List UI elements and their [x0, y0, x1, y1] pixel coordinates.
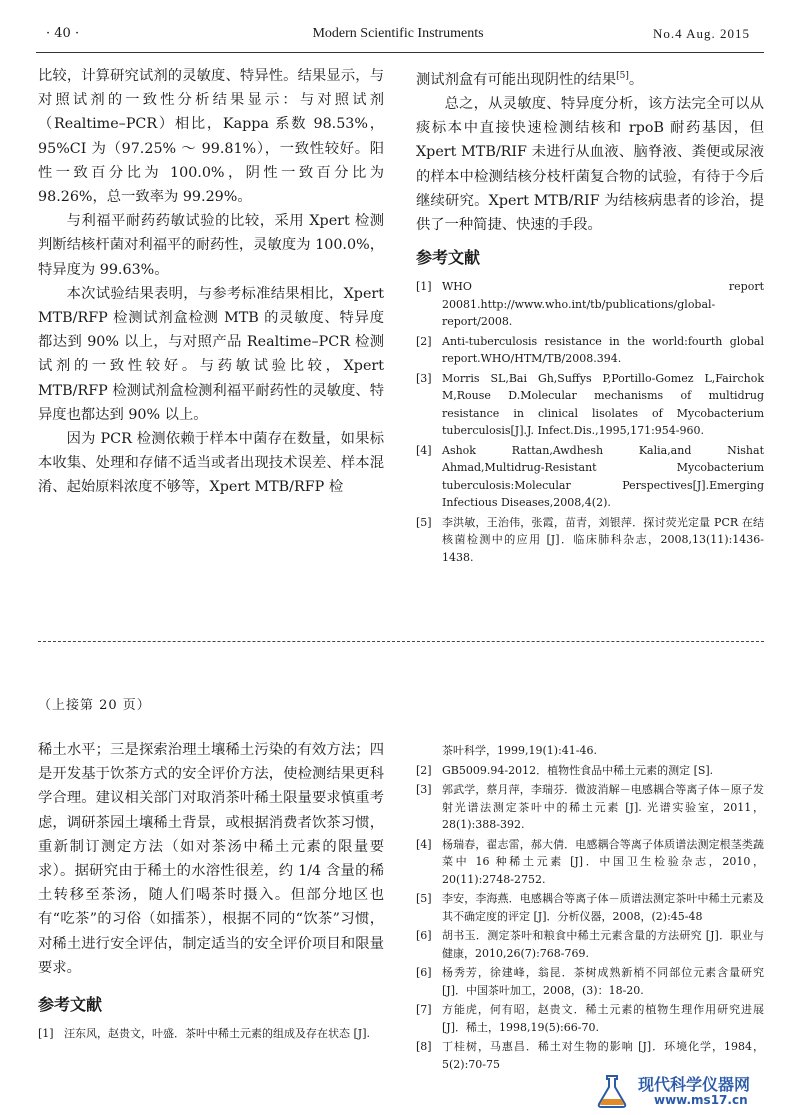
citation-mark: [5]	[616, 71, 629, 81]
section-divider	[38, 641, 764, 642]
reference-text: 杨秀芳，徐建峰，翁昆．茶树成熟新梢不同部位元素含量研究 [J]．中国茶叶加工，2008，(3)：18-20.	[442, 966, 764, 997]
reference-text: 李洪敏，王治伟，张霞，苗青，刘银萍．探讨荧光定量 PCR 在结核菌检测中的应用 [J]．临床肺科杂志，2008,13(11):1436-1438.	[442, 515, 764, 564]
body-paragraph: 本次试验结果表明，与参考标准结果相比，Xpert MTB/RFP 检测试剂盒检测 MTB 的灵敏度、特异度都达到 90% 以上，与对照产品 Realtime–PCR 检测试剂的一致性较好。与药敏试验比较，Xpert MTB/RFP 检测试剂盒检测利福平耐药性的灵敏度、特异度也都达到 90% 以上。	[38, 285, 384, 423]
reference-item	[416, 781, 764, 834]
reference-item	[416, 1038, 764, 1073]
continued-note: （上接第 20 页）	[38, 698, 151, 713]
reference-text: WHO report 20081.http://www.who.int/tb/publications/global-report/2008.	[442, 280, 764, 329]
reference-number: [2]	[416, 763, 432, 777]
paragraph-text: 测试剂盒有可能出现阴性的结果	[416, 71, 617, 88]
page-number: · 40 ·	[46, 26, 80, 41]
reference-item	[416, 370, 764, 440]
journal-title: Modern Scientific Instruments	[312, 26, 484, 41]
reference-item	[416, 762, 764, 780]
reference-list	[416, 742, 764, 1073]
reference-text: 方能虎，何有昭，赵贵文．稀土元素的植物生理作用研究进展 [J]．稀土，1998,19(5):66-70.	[442, 1003, 764, 1034]
reference-number: [1]	[416, 280, 432, 294]
references-heading: 参考文献	[38, 995, 103, 1015]
reference-text: Anti-tuberculosis resistance in the world:fourth global report.WHO/HTM/TB/2008.394.	[442, 334, 764, 366]
body-paragraph: 与利福平耐药药敏试验的比较，采用 Xpert 检测判断结核杆菌对利福平的耐药性，灵敏度为 100.0%，特异度为 99.63%。	[38, 213, 384, 278]
header-rule	[36, 52, 764, 53]
issue-info: No.4 Aug. 2015	[652, 26, 750, 41]
reference-text: 郭武学，蔡月萍，李瑞芬．微波消解－电感耦合等离子体－原子发射光谱法测定茶叶中的稀土元素 [J]. 光谱实验室，2011，28(1):388-392.	[442, 783, 764, 831]
references-heading: 参考文献	[416, 248, 481, 268]
reference-item	[416, 890, 764, 925]
watermark-url: www.ms17.cn	[654, 1093, 748, 1107]
watermark-logo	[594, 1071, 794, 1111]
reference-item	[416, 442, 764, 512]
reference-item	[416, 742, 764, 760]
reference-text: Ashok Rattan,Awdhesh Kalia,and Nishat Ahmad,Multidrug-Resistant Mycobacterium tuberculosis:Molecular Perspectives[J].Emerging Infectious Diseases,2008,4(2).	[442, 443, 764, 510]
reference-item	[416, 964, 764, 999]
reference-text: GB5009.94-2012．植物性食品中稀土元素的测定 [S].	[442, 763, 714, 777]
upper-right-column	[416, 64, 764, 568]
reference-list	[416, 278, 764, 566]
reference-number: [6]	[416, 929, 432, 942]
reference-list	[38, 1025, 384, 1043]
body-paragraph: 因为 PCR 检测依赖于样本中菌存在数量，如果标本收集、处理和存储不适当或者出现技术误差、样本混淆、起始原料浓度不够等，Xpert MTB/RFP 检	[38, 431, 384, 496]
reference-number: [2]	[416, 334, 432, 348]
reference-text: 杨瑞春，翟志雷，郝大倩．电感耦合等离子体质谱法测定根茎类蔬菜中 16 种稀土元素 [J]．中国卫生检验杂志，2010，20(11):2748-2752.	[442, 837, 764, 886]
reference-text: Morris SL,Bai Gh,Suffys P,Portillo-Gomez L,Fairchok M,Rouse D.Molecular mechanisms of multidrug resistance in clinical lisolates of Mycobacterium tuberculosis[J].J. Infect.Dis.,1995,171:954-960.	[442, 371, 764, 438]
reference-item	[416, 1001, 764, 1036]
reference-number: [4]	[416, 443, 432, 457]
reference-number: [8]	[416, 1040, 432, 1053]
reference-item	[416, 514, 764, 567]
upper-left-column	[38, 64, 384, 500]
reference-item	[416, 333, 764, 368]
body-paragraph: 稀土水平；三是探索治理土壤稀土污染的有效方法；四是开发基于饮茶方式的安全评价方法，使检测结果更科学合理。建议相关部门对取消茶叶稀土限量要求慎重考虑，调研茶园土壤稀土背景，或根据消费者饮茶习惯，重新制订测定方法（如对茶汤中稀土元素的限量要求）。据研究由于稀土的水溶性很差，约 1/4 含量的稀土转移至茶汤，随人们喝茶时摄入。但部分地区也有“吃茶”的习俗（如擂茶），根据不同的“饮茶”习惯，对稀土进行安全评估，制定适当的安全评价项目和限量要求。	[38, 742, 384, 976]
reference-text: 丁桂树，马惠昌．稀土对生物的影响 [J]．环境化学，1984，5(2):70-75	[442, 1040, 764, 1071]
reference-text: 胡书玉．测定茶叶和粮食中稀土元素含量的方法研究 [J]．职业与健康，2010,26(7):768-769.	[442, 929, 764, 960]
reference-item	[416, 836, 764, 889]
body-paragraph: 比较，计算研究试剂的灵敏度、特异性。结果显示，与对照试剂的一致性分析结果显示：与对照试剂（Realtime–PCR）相比，Kappa 系数 98.53%，95%CI 为（97.25% ～ 99.81%），一致性较好。阳性一致百分比为 100.0%，阴性一致百分比为 98.26%，总一致率为 99.29%。	[38, 68, 384, 206]
lower-right-column	[416, 742, 764, 1075]
reference-text: 茶叶科学，1999,19(1):41-46.	[442, 744, 597, 757]
reference-number: [7]	[416, 1003, 432, 1016]
reference-number: [4]	[416, 837, 432, 851]
body-paragraph: 总之，从灵敏度、特异度分析，该方法完全可以从痰标本中直接快速检测结核和 rpoB 耐药基因，但 Xpert MTB/RIF 未进行从血液、脑脊液、粪便或尿液的样本中检测结核分枝杆菌复合物的试验，有待于今后继续研究。Xpert MTB/RIF 为结核病患者的诊治，提供了一种简捷、快速的手段。	[416, 95, 764, 233]
reference-text: 李安，李海燕．电感耦合等离子体－质谱法测定茶叶中稀土元素及其不确定度的评定 [J]．分析仪器，2008，(2):45-48	[442, 892, 764, 923]
reference-number: [6]	[416, 966, 432, 979]
reference-number: [5]	[416, 515, 432, 529]
reference-item	[416, 927, 764, 962]
paragraph-text: 。	[628, 71, 644, 88]
body-paragraph	[416, 64, 764, 92]
lower-left-column	[38, 738, 384, 1045]
watermark-name: 现代科学仪器网	[638, 1075, 751, 1094]
reference-item	[38, 1025, 384, 1043]
running-header	[46, 26, 750, 48]
reference-number: [3]	[416, 371, 432, 385]
reference-number: [3]	[416, 783, 432, 796]
flask-logo-icon	[594, 1073, 630, 1109]
reference-number: [1]	[38, 1027, 54, 1041]
reference-item	[416, 278, 764, 331]
reference-number: [5]	[416, 892, 432, 905]
reference-text: 汪东风，赵贵文，叶盛．茶叶中稀土元素的组成及存在状态 [J].	[64, 1027, 370, 1041]
